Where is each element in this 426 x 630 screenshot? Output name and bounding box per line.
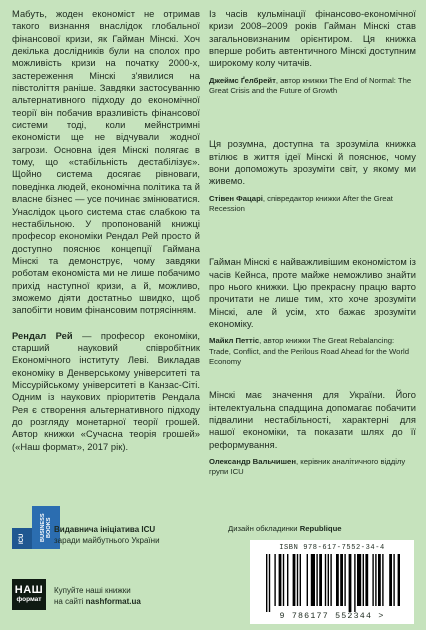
- author-name: Рендал Рей: [12, 330, 73, 341]
- barcode-bar: [375, 554, 376, 606]
- nash-logo-top: НАШ: [14, 583, 44, 596]
- barcode-bar: [307, 554, 308, 606]
- barcode-bar: [398, 554, 400, 606]
- review-item: [209, 389, 416, 477]
- nash-format-promo: [54, 586, 224, 607]
- review-quote: Із часів кульмінації фінансово-економічної кризи 2008–2009 років Гайман Мінскі став загальновизнаним орієнтиром. Ця книжка вперше робить автентичного Мінскі доступним широкому колу читачів.: [209, 9, 416, 69]
- barcode-bar: [393, 554, 394, 606]
- nash-promo-line1: Купуйте наші книжки: [54, 586, 131, 595]
- barcode-bar: [293, 554, 296, 606]
- barcode-bar: [382, 554, 383, 606]
- barcode-bar: [279, 554, 282, 606]
- cover-design-credit: [228, 524, 342, 533]
- barcode-bar: [363, 554, 364, 606]
- barcode-bar: [269, 554, 270, 612]
- icu-logo-books: BUSINESS BOOKS: [32, 506, 60, 549]
- barcode-bar: [316, 554, 317, 606]
- barcode-bar: [389, 554, 392, 606]
- reviewer-credit: , автор книжки The End of Normal: The Great Crisis and the Future of Growth: [209, 75, 412, 96]
- book-summary: Мабуть, жоден економіст не отримав такого визнання внаслідок глобальної фінансової кризи, як Гайман Мінскі. Хоч декілька дослідників були на сполох про можливість кризи на початку 2000-х, застереження Мінскі з'явилися на півстоліття раніше. Завдяки застосуванню альтернативного підходу до економічної теорії він побачив вразливість фінансової системи тоді, коли мейнстримні економісти ще не відчували жодної загрози. Основна ідея Мінскі полягає в тому, що «стабільність дестабілізує». Щойно система досягає рівноваги, поведінка людей, економічна політика та й власне бізнес — усе починає змінюватися. Унаслідок цього система стає слабкою та нестабільною. У пропонованій книжці професор економіки Рендал Рей просто й доступно пояснює концепції Гаймана Мінскі та демонструє, чому завдяки роботам економіста ми не лише побачимо прихід наступної кризи, а й, можливо, зможемо діяти достатньо швидко, щоб запобігти новим фінансовим потрясінням.: [12, 9, 200, 316]
- icu-initiative-title: Видавнича ініціатива ICU: [54, 525, 156, 534]
- barcode-bar: [311, 554, 315, 606]
- barcode-bar: [349, 554, 352, 612]
- barcode-bar: [372, 554, 373, 606]
- icu-logo-label: ICU: [12, 528, 32, 549]
- barcode-bar: [340, 554, 343, 606]
- reviewer-credit: , співредактор книжки After the Great Recession: [209, 193, 393, 213]
- barcode-bar: [274, 554, 275, 606]
- author-bio: [12, 330, 200, 453]
- reviewer-name: Олександр Вальчишен: [209, 456, 296, 466]
- reviewer-credit: , автор книжки The Great Rebalancing: Trade, Conflict, and the Perilous Road Ahead for the World Economy: [209, 336, 409, 366]
- reviewer-name: Стівен Фацарі: [209, 193, 263, 203]
- review-item: [209, 8, 416, 96]
- review-attribution: [209, 457, 416, 478]
- nash-logo-bottom: формат: [16, 595, 42, 603]
- reviewer-name: Майкл Петтіс: [209, 336, 260, 346]
- barcode-bar: [344, 554, 345, 606]
- ean-barcode: [264, 554, 400, 612]
- barcode-bar: [330, 554, 331, 606]
- barcode-bar: [300, 554, 301, 606]
- nash-promo-line2: [54, 597, 224, 608]
- review-attribution: [209, 76, 416, 97]
- nash-site-link[interactable]: nashformat.ua: [85, 596, 141, 606]
- left-column: [12, 8, 200, 453]
- barcode-bar: [354, 554, 355, 612]
- barcode-bar: [336, 554, 339, 606]
- review-quote: Мінскі має значення для України. Його інтелектуальна спадщина допомагає побачити підвалини нестабільності, характерні для нашої економіки, та показати шлях до її реформування.: [209, 390, 416, 450]
- design-prefix: Дизайн обкладинки: [228, 524, 300, 533]
- design-name: Republique: [299, 524, 342, 533]
- author-bio-text: — професор економіки, старший науковий співробітник Економічного інституту Леві. Викладав економіку в Денверському університеті та Міссурійському університеті в Канзас-Сіті. Одним із наукових пріоритетів Рендала Рея є створення альтернативного підходу до розгляду монетарної теорії грошей. Автор книжки «Сучасна теорія грошей» («Наш формат», 2017 рік).: [12, 330, 200, 452]
- review-item: [209, 256, 416, 367]
- barcode-bar: [325, 554, 326, 606]
- barcode-bar: [266, 554, 267, 612]
- review-quote: Гайман Мінскі є найважливішим економістом із часів Кейнса, проте майже неможливо знайти про нього книжки. Цю прекрасну працю варто прочитати не лише тим, хто хоче зрозуміти Мінскі, але й усім, хто бажає зрозуміти економіку.: [209, 257, 416, 329]
- isbn-text: ISBN 978-617-7552-34-4: [279, 544, 385, 552]
- nash-promo-prefix: на сайті: [54, 596, 86, 606]
- review-attribution: [209, 336, 416, 367]
- barcode-bar: [297, 554, 298, 606]
- barcode-bar: [287, 554, 288, 606]
- nash-format-logo: [12, 579, 46, 610]
- barcode-bar: [328, 554, 329, 606]
- barcode-bar: [378, 554, 381, 606]
- review-attribution: [209, 194, 416, 215]
- barcode-digits: 9 786177 552344 >: [279, 612, 385, 621]
- barcode-bar: [319, 554, 322, 606]
- reviewer-credit: , керівник аналітичного відділу групи ICU: [209, 456, 406, 477]
- icu-business-books-logo: [12, 506, 52, 549]
- reviewer-name: Джеймс Ґелбрейт: [209, 75, 276, 85]
- icu-initiative: [54, 525, 224, 546]
- barcode-bar: [365, 554, 368, 606]
- review-item: [209, 138, 416, 214]
- barcode-box: [250, 540, 414, 624]
- review-quote: Ця розумна, доступна та зрозуміла книжка втілює в життя ідеї Мінскі й пояснює, чому вони допоможуть зрозуміти світ, у якому ми живемо.: [209, 139, 416, 187]
- barcode-bar: [357, 554, 361, 606]
- right-column: [209, 8, 416, 478]
- icu-initiative-subtitle: заради майбутнього України: [54, 535, 160, 545]
- barcode-bar: [283, 554, 284, 606]
